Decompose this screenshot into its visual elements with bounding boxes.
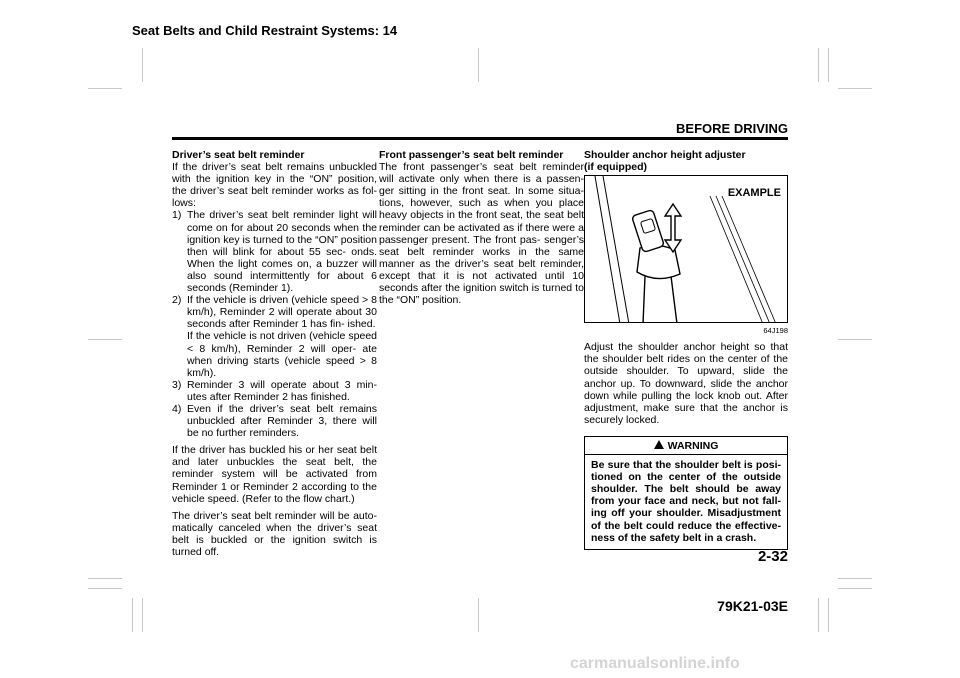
warning-header: WARNING — [585, 437, 787, 454]
crop-mark — [142, 598, 143, 632]
column-driver-reminder — [172, 149, 377, 563]
crop-mark — [828, 48, 829, 82]
list-item: 4) Even if the driver’s seat belt remains unbuckled after Reminder 3, there will be no further reminders. — [172, 402, 377, 440]
cancel-paragraph: The driver’s seat belt reminder will be auto- matically canceled when the driver’s seat belt is buckled or the ignition switch is turned off. — [172, 509, 377, 558]
anchor-illustration — [584, 175, 788, 323]
passenger-reminder-text: The front passenger’s seat belt reminder will activate only when there is a passen- ger sitting in the front seat. In some situa- tions, however, such as when you place heavy objects in the front seat, the seat belt reminder can be activated as if there were a passenger present. The front pas- senger’s seat belt reminder works in the same manner as the driver’s seat belt reminder, except that it is not activated until 10 seconds after the ignition switch is turned to the “ON” position. — [379, 161, 584, 307]
crop-mark — [88, 88, 122, 89]
crop-mark — [132, 598, 133, 632]
anchor-heading: Shoulder anchor height adjuster — [584, 149, 746, 161]
crop-mark — [828, 598, 829, 632]
crop-mark — [478, 48, 479, 82]
figure-example-label: EXAMPLE — [727, 187, 781, 200]
header-rule — [172, 137, 788, 140]
document-code: 79K21-03E — [717, 598, 788, 614]
rebuckle-paragraph: If the driver has buckled his or her seat belt and later unbuckles the seat belt, the reminder system will be activated from Reminder 1 or Reminder 2 according to the vehicle speed. (Refer to the flow chart.) — [172, 444, 377, 505]
driver-reminder-intro: If the driver’s seat belt remains unbuckled with the ignition key in the “ON” position, the driver’s seat belt reminder works as fol- lows: — [172, 161, 377, 210]
anchor-heading-sub: (if equipped) — [584, 161, 647, 174]
column-passenger-reminder — [379, 149, 584, 311]
crop-mark — [88, 588, 122, 589]
crop-mark — [142, 48, 143, 82]
section-title: BEFORE DRIVING — [676, 121, 788, 136]
driver-reminder-heading: Driver’s seat belt reminder — [172, 149, 305, 161]
crop-mark — [478, 598, 479, 632]
passenger-reminder-heading: Front passenger’s seat belt reminder — [379, 149, 564, 161]
crop-mark — [838, 339, 872, 340]
watermark: carmanualsonline.info — [570, 655, 740, 672]
list-item: 3) Reminder 3 will operate about 3 min- utes after Reminder 2 has finished. — [172, 378, 377, 403]
crop-mark — [838, 578, 872, 579]
column-anchor-adjuster — [584, 149, 788, 550]
warning-triangle-icon — [654, 440, 664, 449]
crop-mark — [88, 578, 122, 579]
reminder-list — [172, 209, 377, 439]
crop-mark — [818, 48, 819, 82]
crop-mark — [88, 339, 122, 340]
list-item: 2) If the vehicle is driven (vehicle speed > 8 km/h), Reminder 2 will operate about 30 seconds after Reminder 1 has fin- ished. If the vehicle is not driven (vehicle speed < 8 km/h), Reminder 2 will oper- ate when driving starts (vehicle speed > 8 km/h). — [172, 294, 377, 379]
crop-mark — [818, 598, 819, 632]
anchor-adjust-text: Adjust the shoulder anchor height so that the shoulder belt rides on the center of the outside shoulder. To upward, slide the anchor up. To downward, slide the anchor down while pulling the lock knob out. After adjustment, make sure that the anchor is securely locked. — [584, 341, 788, 426]
warning-box — [584, 436, 788, 550]
list-item: 1) The driver’s seat belt reminder light will come on for about 20 seconds when the ignition key is turned to the “ON” position then will blink for about 55 sec- onds. When the light comes on, a buzzer will also sound intermittently for about 6 seconds (Reminder 1). — [172, 209, 377, 295]
figure-code: 64J198 — [763, 326, 788, 336]
warning-text: Be sure that the shoulder belt is posi- tioned on the center of the outside shoulder. The belt should be away from your face and neck, but not fall- ing off your shoulder. Misadjustment of the belt could reduce the effective- ness of the safety belt in a crash. — [585, 454, 787, 549]
page-number: 2-32 — [757, 548, 788, 565]
crop-mark — [838, 588, 872, 589]
crop-mark — [838, 88, 872, 89]
running-header: Seat Belts and Child Restraint Systems: 14 — [132, 23, 398, 38]
